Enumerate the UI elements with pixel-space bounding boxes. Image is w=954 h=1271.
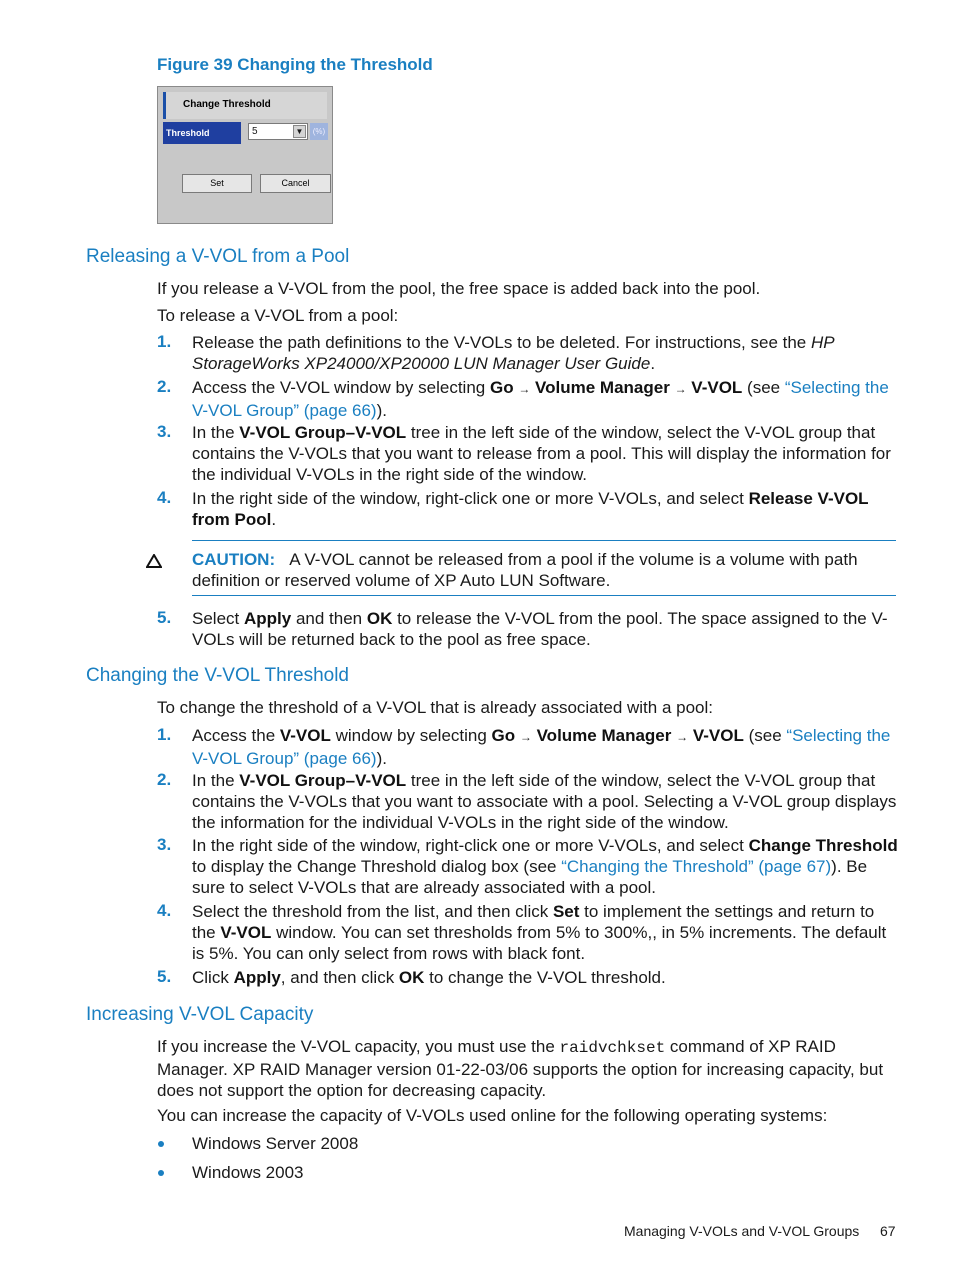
step-text: window by selecting: [330, 726, 492, 745]
step-text: .: [650, 354, 656, 373]
list-item: Windows 2003: [192, 1163, 304, 1182]
step-number: 1.: [157, 725, 172, 744]
xref-link[interactable]: “Selecting the V-VOL Group” (page 66): [192, 726, 891, 768]
paragraph: You can increase the capacity of V-VOLs used online for the following operating systems:: [157, 1106, 828, 1125]
step-text: Select the threshold from the list, and then click: [192, 902, 553, 921]
bullet-icon: [158, 1141, 164, 1147]
chevron-down-icon[interactable]: ▼: [293, 125, 306, 138]
step-text: and then: [291, 609, 367, 628]
step-number: 1.: [157, 332, 172, 351]
xref-link[interactable]: “Changing the Threshold” (page 67): [561, 857, 832, 876]
section-heading-release: Releasing a V-VOL from a Pool: [86, 246, 350, 267]
section-heading-threshold: Changing the V-VOL Threshold: [86, 665, 350, 686]
step-3: [192, 422, 902, 485]
menu-vvol: V-VOL: [692, 726, 744, 745]
step-4: [192, 488, 902, 530]
cancel-button[interactable]: Cancel: [260, 174, 331, 193]
button-ref: OK: [398, 968, 425, 987]
set-button[interactable]: Set: [182, 174, 252, 193]
step-text: to implement the settings and return to the: [192, 902, 875, 942]
step-number: 2.: [157, 377, 172, 396]
step-number: 3.: [157, 422, 172, 441]
button-ref: Apply: [233, 968, 281, 987]
step-text: Access the V-VOL window by selecting: [192, 378, 490, 397]
step-number: 4.: [157, 901, 172, 920]
tree-name: V-VOL Group–V-VOL: [239, 423, 407, 442]
menu-command: Change Threshold: [748, 836, 898, 855]
dialog-title-bar: [163, 92, 327, 119]
threshold-label: Threshold: [166, 128, 210, 138]
book-title: HP StorageWorks XP24000/XP20000 LUN Manager User Guide: [192, 333, 834, 373]
menu-volume-manager: Volume Manager: [536, 726, 672, 745]
threshold-label-cell: [163, 122, 241, 144]
menu-go: Go: [491, 726, 516, 745]
button-ref: OK: [366, 609, 393, 628]
caution-top-rule: [192, 540, 896, 541]
step-text: to change the V-VOL threshold.: [424, 968, 666, 987]
arrow-right-icon: →: [674, 382, 687, 396]
step-text: Release the path definitions to the V-VOLs to be deleted. For instructions, see the: [192, 333, 811, 352]
step-5: [192, 608, 902, 650]
caution-label: CAUTION:: [192, 550, 276, 569]
step-text: In the: [192, 423, 240, 442]
menu-vvol: V-VOL: [691, 378, 743, 397]
step-text: tree in the left side of the window, select the V-VOL group that contains the V-VOLs that you want to associate with a pool. Selecting a V-VOL group displays the information for the individual V-VOLs in the right side of the window.: [192, 771, 897, 832]
menu-go: Go: [489, 378, 514, 397]
step-4: [192, 901, 902, 964]
step-text: Select: [192, 609, 244, 628]
step-text: window. You can set thresholds from 5% to 300%,, in 5% increments. The default is 5%. You can only select from rows with black font.: [192, 923, 887, 963]
paragraph: To release a V-VOL from a pool:: [157, 306, 399, 325]
warning-icon: [146, 554, 162, 568]
list-item: Windows Server 2008: [192, 1134, 359, 1153]
menu-volume-manager: Volume Manager: [535, 378, 670, 397]
arrow-right-icon: →: [676, 730, 689, 744]
window-name: V-VOL: [220, 923, 272, 942]
step-number: 3.: [157, 835, 172, 854]
step-2: [192, 770, 902, 833]
step-text: , and then click: [280, 968, 399, 987]
step-text: ). Be sure to select V-VOLs that are already associated with a pool.: [192, 857, 868, 897]
figure-caption: Figure 39 Changing the Threshold: [157, 55, 433, 74]
step-number: 5.: [157, 967, 172, 986]
step-text: to display the Change Threshold dialog box (see: [192, 857, 562, 876]
step-text: Click: [192, 968, 234, 987]
step-3: [192, 835, 902, 898]
step-text: (see: [743, 726, 787, 745]
step-5: [192, 967, 902, 988]
step-text: (see: [742, 378, 785, 397]
threshold-select[interactable]: [248, 123, 308, 140]
step-2: [192, 377, 902, 421]
paragraph-text: command of XP RAID Manager. XP RAID Manager version 01-22-03/06 supports the option for increasing capacity, but does not support the option for decreasing capacity.: [157, 1037, 884, 1100]
caution-note: [192, 549, 902, 591]
step-text: In the right side of the window, right-click one or more V-VOLs, and select: [192, 836, 749, 855]
step-number: 2.: [157, 770, 172, 789]
step-text: In the right side of the window, right-click one or more V-VOLs, and select: [192, 489, 749, 508]
step-text: ).: [376, 749, 387, 768]
change-threshold-dialog: [157, 86, 333, 224]
xref-link[interactable]: “Selecting the V-VOL Group” (page 66): [192, 378, 889, 420]
paragraph: If you release a V-VOL from the pool, the free space is added back into the pool.: [157, 279, 761, 298]
menu-command: Release V-VOL from Pool: [192, 489, 869, 529]
window-name: V-VOL: [279, 726, 331, 745]
section-heading-capacity: Increasing V-VOL Capacity: [86, 1004, 314, 1025]
threshold-value: 5: [252, 126, 258, 137]
unit-label: (%): [310, 123, 328, 140]
paragraph: To change the threshold of a V-VOL that is already associated with a pool:: [157, 698, 713, 717]
footer-section-title: Managing V-VOLs and V-VOL Groups: [624, 1223, 860, 1239]
dialog-title: Change Threshold: [183, 99, 271, 110]
bullet-icon: [158, 1170, 164, 1176]
step-1: [192, 725, 902, 769]
step-1: [192, 332, 902, 374]
arrow-right-icon: →: [519, 730, 532, 744]
step-text: In the: [192, 771, 240, 790]
button-ref: Set: [552, 902, 580, 921]
step-number: 4.: [157, 488, 172, 507]
step-text: tree in the left side of the window, select the V-VOL group that contains the V-VOLs that you want to release from a pool. This will display the information for the individual V-VOLs in the right side of the window.: [192, 423, 891, 484]
step-text: Access the: [192, 726, 280, 745]
step-number: 5.: [157, 608, 172, 627]
command-code: raidvchkset: [559, 1039, 666, 1057]
tree-name: V-VOL Group–V-VOL: [239, 771, 407, 790]
step-text: to release the V-VOL from the pool. The space assigned to the V-VOLs will be returned back to the pool as free space.: [192, 609, 888, 649]
button-ref: Apply: [243, 609, 292, 628]
step-text: ).: [376, 401, 387, 420]
paragraph-text: If you increase the V-VOL capacity, you must use the: [157, 1037, 560, 1056]
caution-text: A V-VOL cannot be released from a pool if the volume is a volume with path definition or reserved volume of XP Auto LUN Software.: [192, 550, 858, 590]
page-number: 67: [880, 1223, 896, 1239]
caution-bottom-rule: [192, 595, 896, 596]
paragraph: [157, 1036, 902, 1101]
step-text: .: [271, 510, 277, 529]
arrow-right-icon: →: [518, 382, 531, 396]
